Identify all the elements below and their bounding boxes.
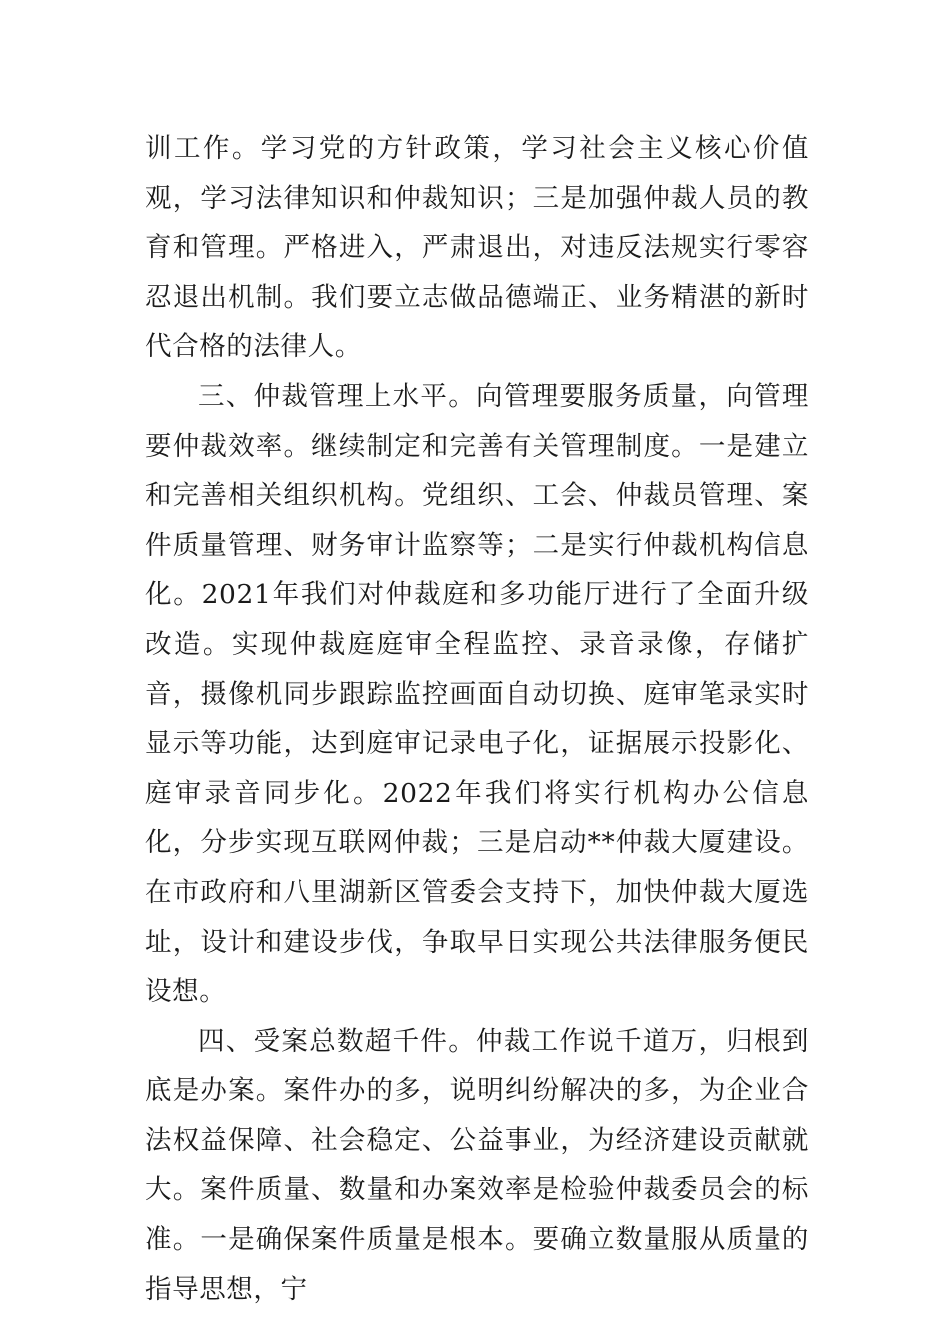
paragraph-training-continuation: 训工作。学习党的方针政策，学习社会主义核心价值观，学习法律知识和仲裁知识；三是加强仲裁人员的教育和管理。严格进入，严肃退出，对违反法规实行零容忍退出机制。我们要立志做品德端正、业务精湛的新时代合格的法律人。 (145, 133, 809, 363)
document-body (145, 124, 809, 1314)
paragraph-section-four-case-count: 四、受案总数超千件。仲裁工作说千道万，归根到底是办案。案件办的多，说明纠纷解决的多，为企业合法权益保障、社会稳定、公益事业，为经济建设贡献就大。案件质量、数量和办案效率是检验仲裁委员会的标准。一是确保案件质量是根本。要确立数量服从质量的指导思想，宁 (145, 1025, 809, 1305)
paragraph-section-three-arbitration-management: 三、仲裁管理上水平。向管理要服务质量，向管理要仲裁效率。继续制定和完善有关管理制度。一是建立和完善相关组织机构。党组织、工会、仲裁员管理、案件质量管理、财务审计监察等；二是实行仲裁机构信息化。2021年我们对仲裁庭和多功能厅进行了全面升级改造。实现仲裁庭庭审全程监控、录音录像，存储扩音，摄像机同步跟踪监控画面自动切换、庭审笔录实时显示等功能，达到庭审记录电子化，证据展示投影化、庭审录音同步化。2022年我们将实行机构办公信息化，分步实现互联网仲裁；三是启动**仲裁大厦建设。在市政府和八里湖新区管委会支持下，加快仲裁大厦选址，设计和建设步伐，争取早日实现公共法律服务便民设想。 (145, 380, 809, 1008)
